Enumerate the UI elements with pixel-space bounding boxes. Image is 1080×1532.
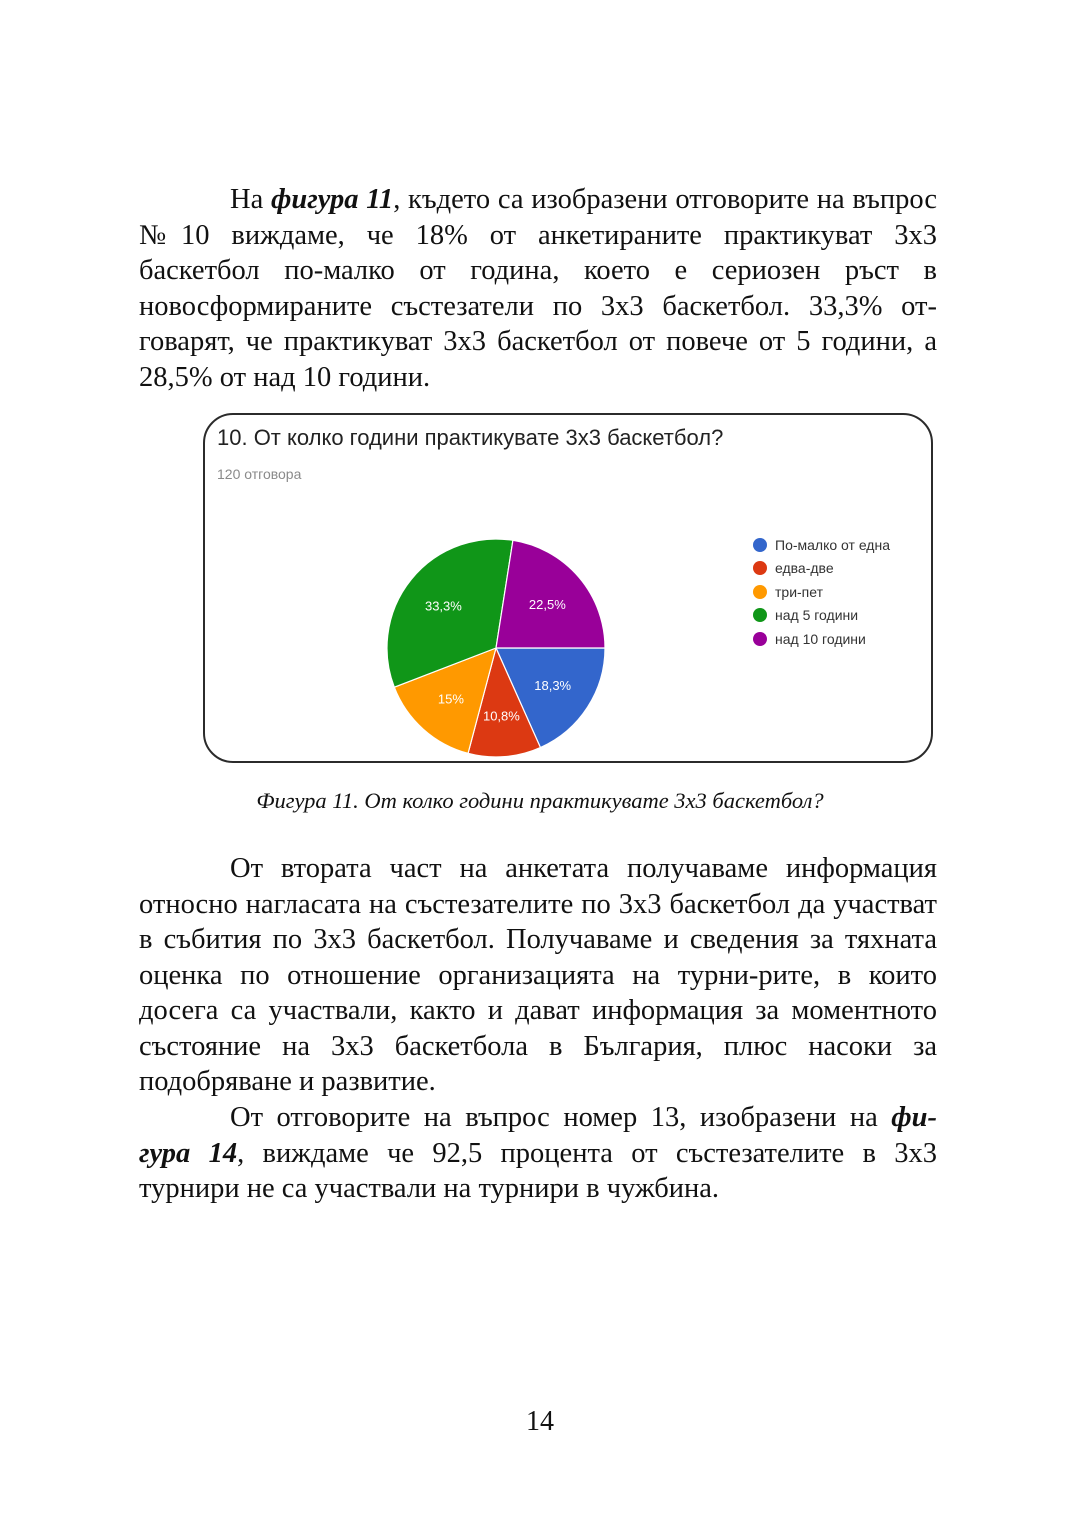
figure-caption: Фигура 11. От колко години практикувате 3х3 баскетбол?	[256, 788, 824, 813]
paragraph-3-prefix: От отговорите на въпрос номер 13, изобразени на	[230, 1102, 892, 1133]
paragraph-3	[139, 1100, 937, 1207]
paragraph-2-text: От втората част на анкетата получаваме информация относно нагласата на състезателите по 3х3 баскетбол да участват в събития по 3х3 баскетбол. Получаваме и сведения за тяхната оценка по отношение организацията на турни-рите, в които досега са участвали, както и дават информация за моментното състояние на 3х3 баскетбола в България, плюс насоки за подобряване и развитие.	[139, 853, 937, 1097]
paragraph-1-text: , където са изобразени отговорите на въпрос №10 виждаме, че 18% от анкетираните практикуват 3х3 баскетбол по-малко от година, което е сериозен ръст в новосформираните състезатели по 3х3 баскетбол. 33,3% от-говарят, че практикуват 3х3 баскетбол от повече от 5 години, а 28,5% от над 10 години.	[139, 184, 937, 393]
pie-slice-label: 18,3%	[534, 677, 572, 693]
legend-item	[753, 580, 890, 604]
pie-slice-label: 33,3%	[424, 598, 462, 614]
legend-item	[753, 627, 890, 651]
legend-label: три-пет	[775, 583, 823, 600]
paragraph-1-prefix: На	[230, 184, 271, 215]
chart-legend	[753, 533, 890, 651]
figure-reference: фи-гура 14	[139, 1102, 937, 1169]
legend-item	[753, 604, 890, 628]
paragraph-2	[139, 851, 937, 1100]
chart-subtitle: 120 отговора	[217, 466, 302, 482]
legend-swatch-icon	[753, 538, 767, 552]
pie-slice-label: 22,5%	[528, 597, 566, 613]
chart-figure	[203, 413, 933, 763]
paragraph-1	[139, 182, 937, 395]
figure-reference: фигура 11	[270, 184, 394, 215]
legend-swatch-icon	[753, 632, 767, 646]
pie-slice-5	[496, 540, 605, 648]
legend-item	[753, 557, 890, 581]
paragraph-3-text: , виждаме че 92,5 процента от състезателите в 3х3 турнири не са участвали на турнири в чужбина.	[139, 1137, 937, 1204]
legend-item	[753, 533, 890, 557]
legend-swatch-icon	[753, 585, 767, 599]
legend-label: над 10 години	[775, 630, 866, 647]
legend-label: По-малко от една	[775, 536, 890, 553]
legend-swatch-icon	[753, 608, 767, 622]
legend-label: едва-две	[775, 560, 834, 577]
page-number: 14	[526, 1406, 554, 1437]
pie-slice-label: 15%	[437, 691, 464, 707]
pie-slice-label: 10,8%	[482, 708, 520, 724]
legend-swatch-icon	[753, 561, 767, 575]
legend-label: над 5 години	[775, 607, 859, 624]
chart-title: 10. От колко години практикувате 3x3 баскетбол?	[217, 425, 724, 450]
